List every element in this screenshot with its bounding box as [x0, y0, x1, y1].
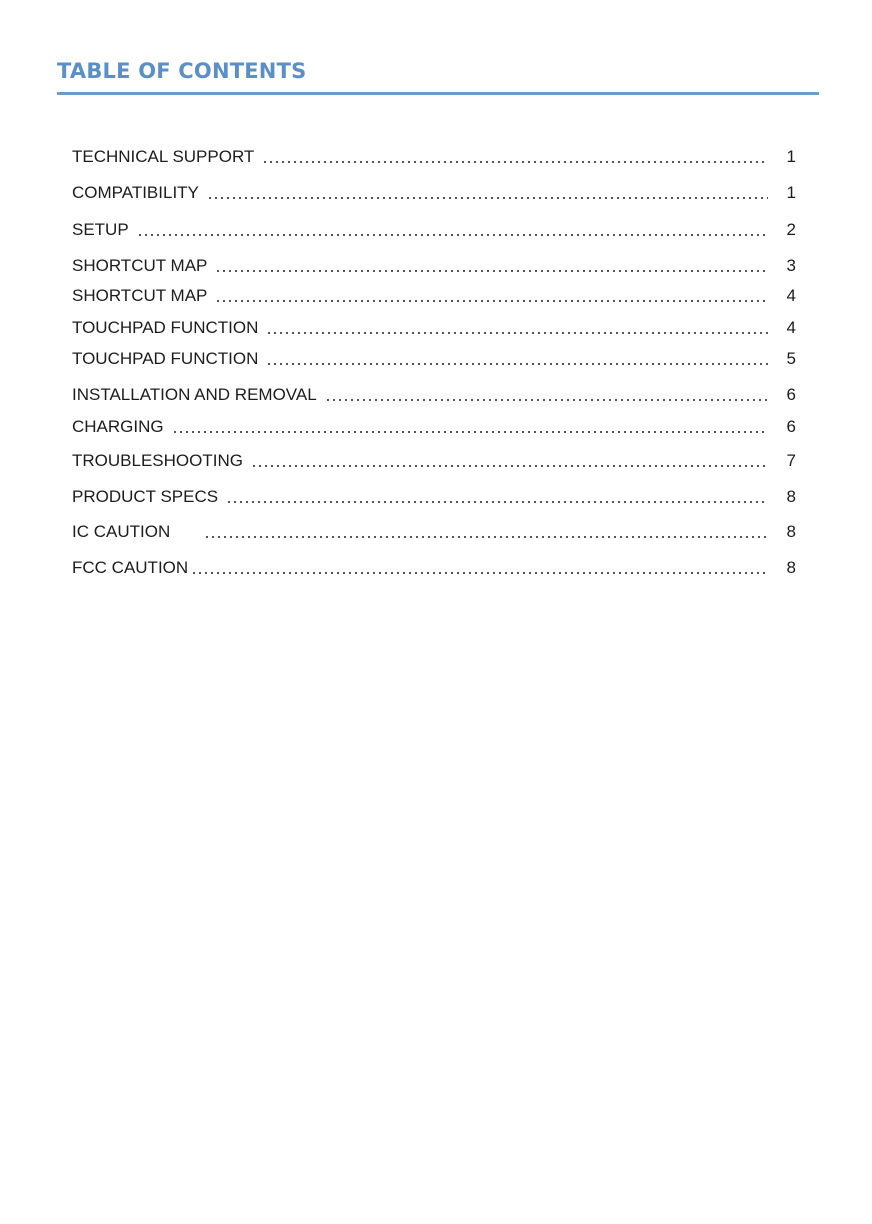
toc-entry-page: 4	[786, 318, 796, 337]
toc-entry-label: SHORTCUT MAP	[72, 256, 208, 275]
dot-leader	[172, 431, 768, 433]
toc-entry-page: 7	[786, 451, 796, 470]
toc-entry-label: FCC CAUTION	[72, 558, 189, 577]
toc-entry[interactable]	[72, 316, 796, 338]
toc-entry[interactable]	[72, 383, 796, 405]
toc-entry-page: 5	[786, 349, 796, 368]
toc-entry-page: 8	[786, 558, 796, 577]
toc-entry[interactable]	[72, 520, 796, 542]
dot-leader	[215, 270, 768, 272]
toc-entry-page: 4	[786, 286, 796, 305]
toc-entry[interactable]	[72, 218, 796, 240]
toc-entry[interactable]	[72, 449, 796, 471]
dot-leader	[226, 501, 768, 503]
dot-leader	[215, 300, 768, 302]
toc-entry-label: COMPATIBILITY	[72, 183, 199, 202]
toc-entry-label: TROUBLESHOOTING	[72, 451, 243, 470]
dot-leader	[251, 465, 768, 467]
title-divider	[57, 92, 819, 95]
toc-entry-label: TOUCHPAD FUNCTION	[72, 318, 259, 337]
toc-entry-page: 8	[786, 487, 796, 506]
toc-entry[interactable]	[72, 415, 796, 437]
toc-entry-label: SHORTCUT MAP	[72, 286, 208, 305]
toc-entry-label: SETUP	[72, 220, 129, 239]
dot-leader	[325, 399, 768, 401]
toc-entry[interactable]	[72, 145, 796, 167]
toc-entry-page: 6	[786, 385, 796, 404]
dot-leader	[266, 332, 768, 334]
dot-leader	[207, 197, 768, 199]
toc-header	[57, 58, 819, 95]
toc-entry-label: CHARGING	[72, 417, 164, 436]
toc-entry-label: IC CAUTION	[72, 522, 171, 541]
toc-entry-label: TOUCHPAD FUNCTION	[72, 349, 259, 368]
toc-entry[interactable]	[72, 254, 796, 276]
toc-entry[interactable]	[72, 181, 796, 203]
toc-entry-page: 1	[786, 147, 796, 166]
toc-entry-page: 8	[786, 522, 796, 541]
toc-entry[interactable]	[72, 347, 796, 369]
toc-entry-label: PRODUCT SPECS	[72, 487, 219, 506]
toc-entry-page: 6	[786, 417, 796, 436]
toc-entry-page: 3	[786, 256, 796, 275]
dot-leader	[137, 234, 768, 236]
dot-leader	[266, 363, 768, 365]
dot-leader	[262, 161, 768, 163]
toc-entry[interactable]	[72, 485, 796, 507]
page-title: TABLE OF CONTENTS	[57, 59, 307, 83]
toc-entry[interactable]	[72, 556, 796, 578]
toc-entry-page: 2	[786, 220, 796, 239]
toc-entry-page: 1	[786, 183, 796, 202]
toc-entry-label: INSTALLATION AND REMOVAL	[72, 385, 317, 404]
dot-leader	[204, 536, 768, 538]
toc-entry[interactable]	[72, 284, 796, 306]
toc-entry-label: TECHNICAL SUPPORT	[72, 147, 255, 166]
dot-leader	[191, 572, 768, 574]
